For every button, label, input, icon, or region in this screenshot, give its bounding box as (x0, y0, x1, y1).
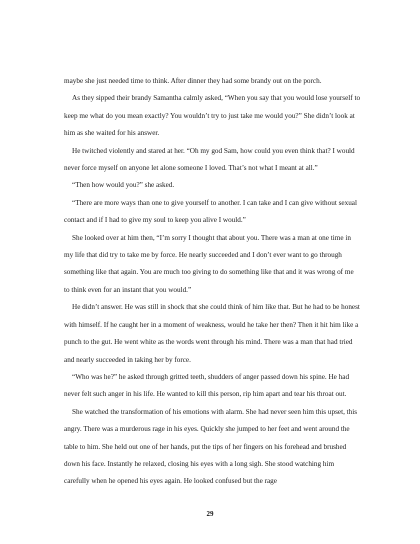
paragraph: As they sipped their brandy Samantha calmly asked, “When you say that you would lose yourself to keep me what do you mean exactly? You wouldn’t try to just take me would you?” She didn’t look at him as she waited for his answer. (64, 94, 361, 138)
paragraph: maybe she just needed time to think. After dinner they had some brandy out on the porch. (64, 77, 322, 85)
paragraph: “Who was he?” he asked through gritted teeth, shudders of anger passed down his spine. He had never felt such anger in his life. He wanted to kill this person, rip him apart and tear his throat out. (64, 372, 350, 399)
paragraph: He didn’t answer. He was still in shock that she could think of him like that. But he had to be honest with himself. If he caught her in a moment of weakness, would he take her then? Then it hit him like a punch to the gut. He went white as the words went through his mind. There was a man that had tried and nearly succeeded in taking her by force. (64, 303, 360, 364)
paragraph: She looked over at him then, “I’m sorry I thought that about you. There was a man at one time in my life that did try to take me by force. He nearly succeeded and I don’t ever want to go through something like that again. You are much too giving to do something like that and it was wrong of me to think even for an instant that you would.” (64, 233, 354, 294)
body-text (64, 73, 361, 491)
paragraph: “Then how would you?” she asked. (72, 181, 175, 190)
page-number: 29 (206, 510, 214, 518)
paragraph: He twitched violently and stared at her. “Oh my god Sam, how could you even think that? I would never force myself on anyone let alone someone I loved. That’s not what I meant at all.” (64, 146, 355, 173)
paragraph: She watched the transformation of his emotions with alarm. She had never seen him this upset, this angry. There was a murderous rage in his eyes. Quickly she jumped to her feet and went around the table to him. She held out one of her hands, put the tips of her fingers on his forehead and brushed down his face. Instantly he relaxed, closing his eyes with a long sigh. She stood watching him carefully when he opened his eyes again. He looked confused but the rage (64, 407, 358, 486)
paragraph: “There are more ways than one to give yourself to another. I can take and I can give without sexual contact and if I had to give my soul to keep you alive I would.” (64, 198, 357, 225)
